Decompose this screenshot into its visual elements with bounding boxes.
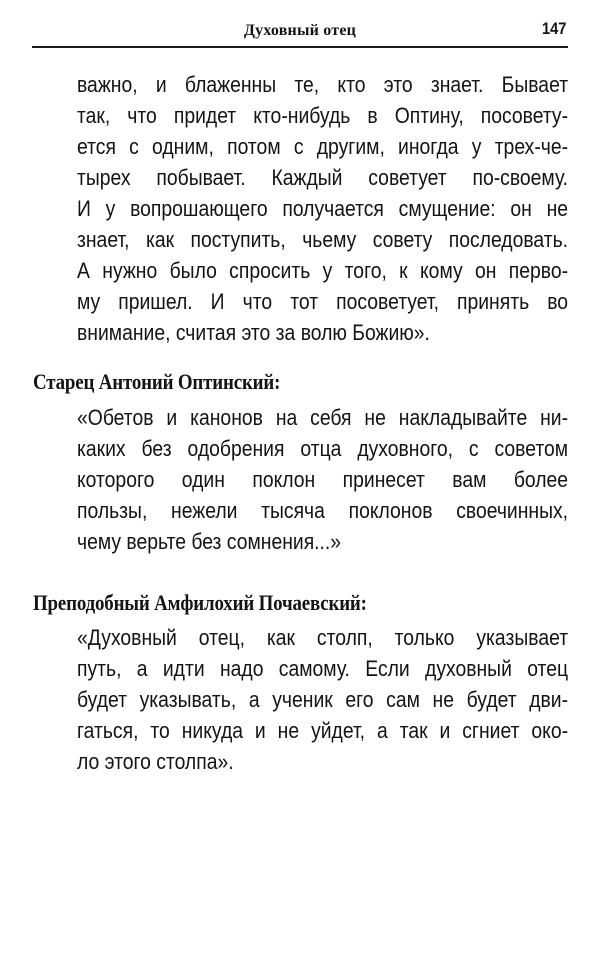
- text-line: важно, и блаженны те, кто это знает. Бывает: [77, 72, 569, 97]
- text-line: му пришел. И что тот посоветует, принять во: [77, 289, 569, 314]
- continuation-paragraph: [77, 69, 568, 348]
- text-line: «Обетов и канонов на себя не накладывайте ни-: [77, 405, 569, 430]
- quote-antony: [77, 402, 568, 557]
- text-line: А нужно было спросить у того, к кому он перво-: [77, 258, 569, 283]
- text-line: путь, а идти надо самому. Если духовный отец: [77, 656, 569, 681]
- text-line: будет указывать, а ученик его сам не будет дви-: [77, 687, 569, 712]
- section-heading-amphilochius: Преподобный Амфилохий Почаевский:: [33, 590, 367, 615]
- text-line: ется с одним, потом с другим, иногда у трех-че-: [77, 134, 569, 159]
- text-line: пользы, нежели тысяча поклонов своечинных,: [77, 498, 569, 523]
- text-line: так, что придет кто-нибудь в Оптину, посовету-: [77, 103, 569, 128]
- text-line: «Духовный отец, как столп, только указывает: [77, 625, 569, 650]
- text-line: тырех побывает. Каждый советует по-своему.: [77, 165, 569, 190]
- text-line: каких без одобрения отца духовного, с советом: [77, 436, 569, 461]
- text-line: которого один поклон принесет вам более: [77, 467, 569, 492]
- page-number: 147: [541, 19, 566, 38]
- text-line: внимание, считая это за волю Божию».: [77, 320, 430, 345]
- quote-amphilochius: [77, 622, 568, 777]
- text-line: знает, как поступить, чьему совету последовать.: [77, 227, 569, 252]
- running-header: [32, 18, 568, 48]
- text-line: чему верьте без сомнения...»: [77, 529, 342, 554]
- text-line: ло этого столпа».: [77, 749, 234, 774]
- text-line: И у вопрошающего получается смущение: он не: [77, 196, 569, 221]
- running-title: Духовный отец: [243, 22, 357, 39]
- text-line: гаться, то никуда и не уйдет, а так и сгниет око-: [77, 718, 569, 743]
- section-heading-antony: Старец Антоний Оптинский:: [33, 369, 281, 394]
